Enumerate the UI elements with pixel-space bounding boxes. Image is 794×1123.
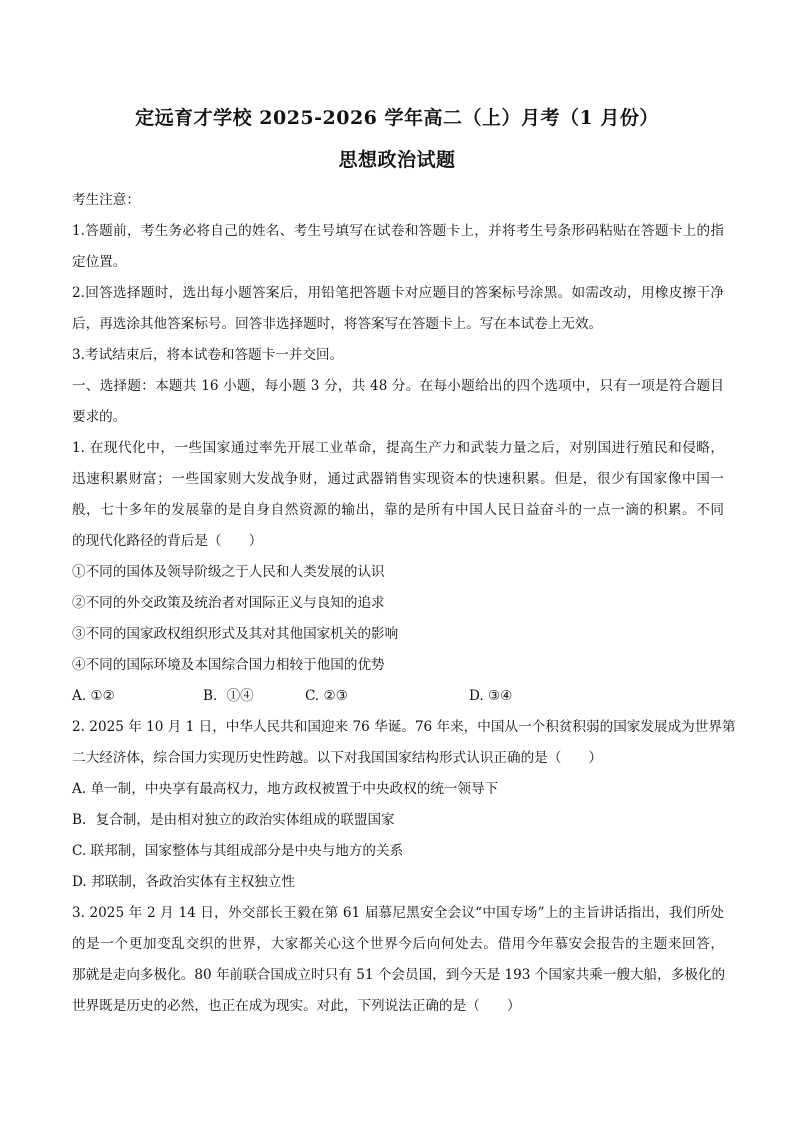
question-2-line-1: 2. 2025 年 10 月 1 日，中华人民共和国迎来 76 华诞。76 年来，中国从一个积贫积弱的国家发展成为世界第	[72, 719, 736, 735]
question-2-choice-c: C. 联邦制，国家整体与其组成部分是中央与地方的关系	[72, 843, 404, 859]
section-intro-line-1: 一、选择题：本题共 16 小题，每小题 3 分，共 48 分。在每小题给出的四个选项中，只有一项是符合题目	[72, 378, 724, 394]
question-1-line-3: 般，七十多年的发展靠的是自身自然资源的输出，靠的是所有中国人民日益奋斗的一点一滴的积累。不同	[72, 502, 724, 518]
question-1-statement-3: ③不同的国家政权组织形式及其对其他国家机关的影响	[72, 626, 399, 642]
notice-item-2-line-1: 2.回答选择题时，选出每小题答案后，用铅笔把答题卡对应题目的答案标号涂黑。如需改动，用橡皮擦干净	[72, 285, 724, 301]
notice-item-2-line-2: 后，再选涂其他答案标号。回答非选择题时，将答案写在答题卡上。写在本试卷上无效。	[72, 316, 603, 332]
exam-subtitle: 思想政治试题	[338, 149, 456, 171]
question-2-line-2: 二大经济体，综合国力实现历史性跨越。以下对我国国家结构形式认识正确的是（ ）	[72, 750, 603, 766]
question-1-statement-1: ①不同的国体及领导阶级之于人民和人类发展的认识	[72, 564, 385, 580]
question-1-option-d: D. ③④	[469, 688, 513, 704]
question-1-line-2: 迅速积累财富；一些国家则大发战争财，通过武器销售实现资本的快速积累。但是，很少有国家像中国一	[72, 471, 724, 487]
question-1-statement-2: ②不同的外交政策及统治者对国际正义与良知的追求	[72, 595, 385, 611]
section-intro-line-2: 要求的。	[72, 409, 127, 425]
question-1-options	[72, 681, 724, 712]
question-1-statement-4: ④不同的国际环境及本国综合国力相较于他国的优势	[72, 657, 385, 673]
exam-body	[72, 185, 736, 1022]
notice-item-1-line-1: 1.答题前，考生务必将自己的姓名、考生号填写在试卷和答题卡上，并将考生号条形码粘贴在答题卡上的指	[72, 223, 724, 239]
question-2-choice-d: D. 邦联制，各政治实体有主权独立性	[72, 874, 295, 890]
notice-item-1-line-2: 定位置。	[72, 254, 127, 270]
question-1-line-4: 的现代化路径的背后是（ ）	[72, 533, 263, 549]
question-3-line-2: 的是一个更加变乱交织的世界，大家都关心这个世界今后向何处去。借用今年慕安会报告的主题来回答，	[72, 936, 724, 952]
question-2-choice-b: B．复合制，是由相对独立的政治实体组成的联盟国家	[72, 812, 395, 828]
question-1-option-b: B．①④	[203, 688, 254, 704]
question-3-line-3: 那就是走向多极化。80 年前联合国成立时只有 51 个会员国，到今天是 193 个国家共乘一艘大船，多极化的	[72, 967, 726, 983]
question-3-line-1: 3. 2025 年 2 月 14 日，外交部长王毅在第 61 届慕尼黑安全会议“中国专场”上的主旨讲话指出，我们所处	[72, 905, 724, 921]
question-1-option-a: A. ①②	[72, 688, 115, 704]
question-1-option-c: C. ②③	[305, 688, 348, 704]
notice-heading: 考生注意：	[72, 192, 140, 208]
question-1-line-1: 1. 在现代化中，一些国家通过率先开展工业革命，提高生产力和武装力量之后，对别国进行殖民和侵略，	[72, 440, 724, 456]
notice-item-3: 3.考试结束后，将本试卷和答题卡一并交回。	[72, 347, 344, 363]
exam-title: 定远育才学校 2025-2026 学年高二（上）月考（1 月份）	[135, 107, 659, 129]
question-3-line-4: 世界既是历史的必然，也正在成为现实。对此，下列说法正确的是（ ）	[72, 998, 521, 1014]
question-2-choice-a: A. 单一制，中央享有最高权力，地方政权被置于中央政权的统一领导下	[72, 781, 499, 797]
